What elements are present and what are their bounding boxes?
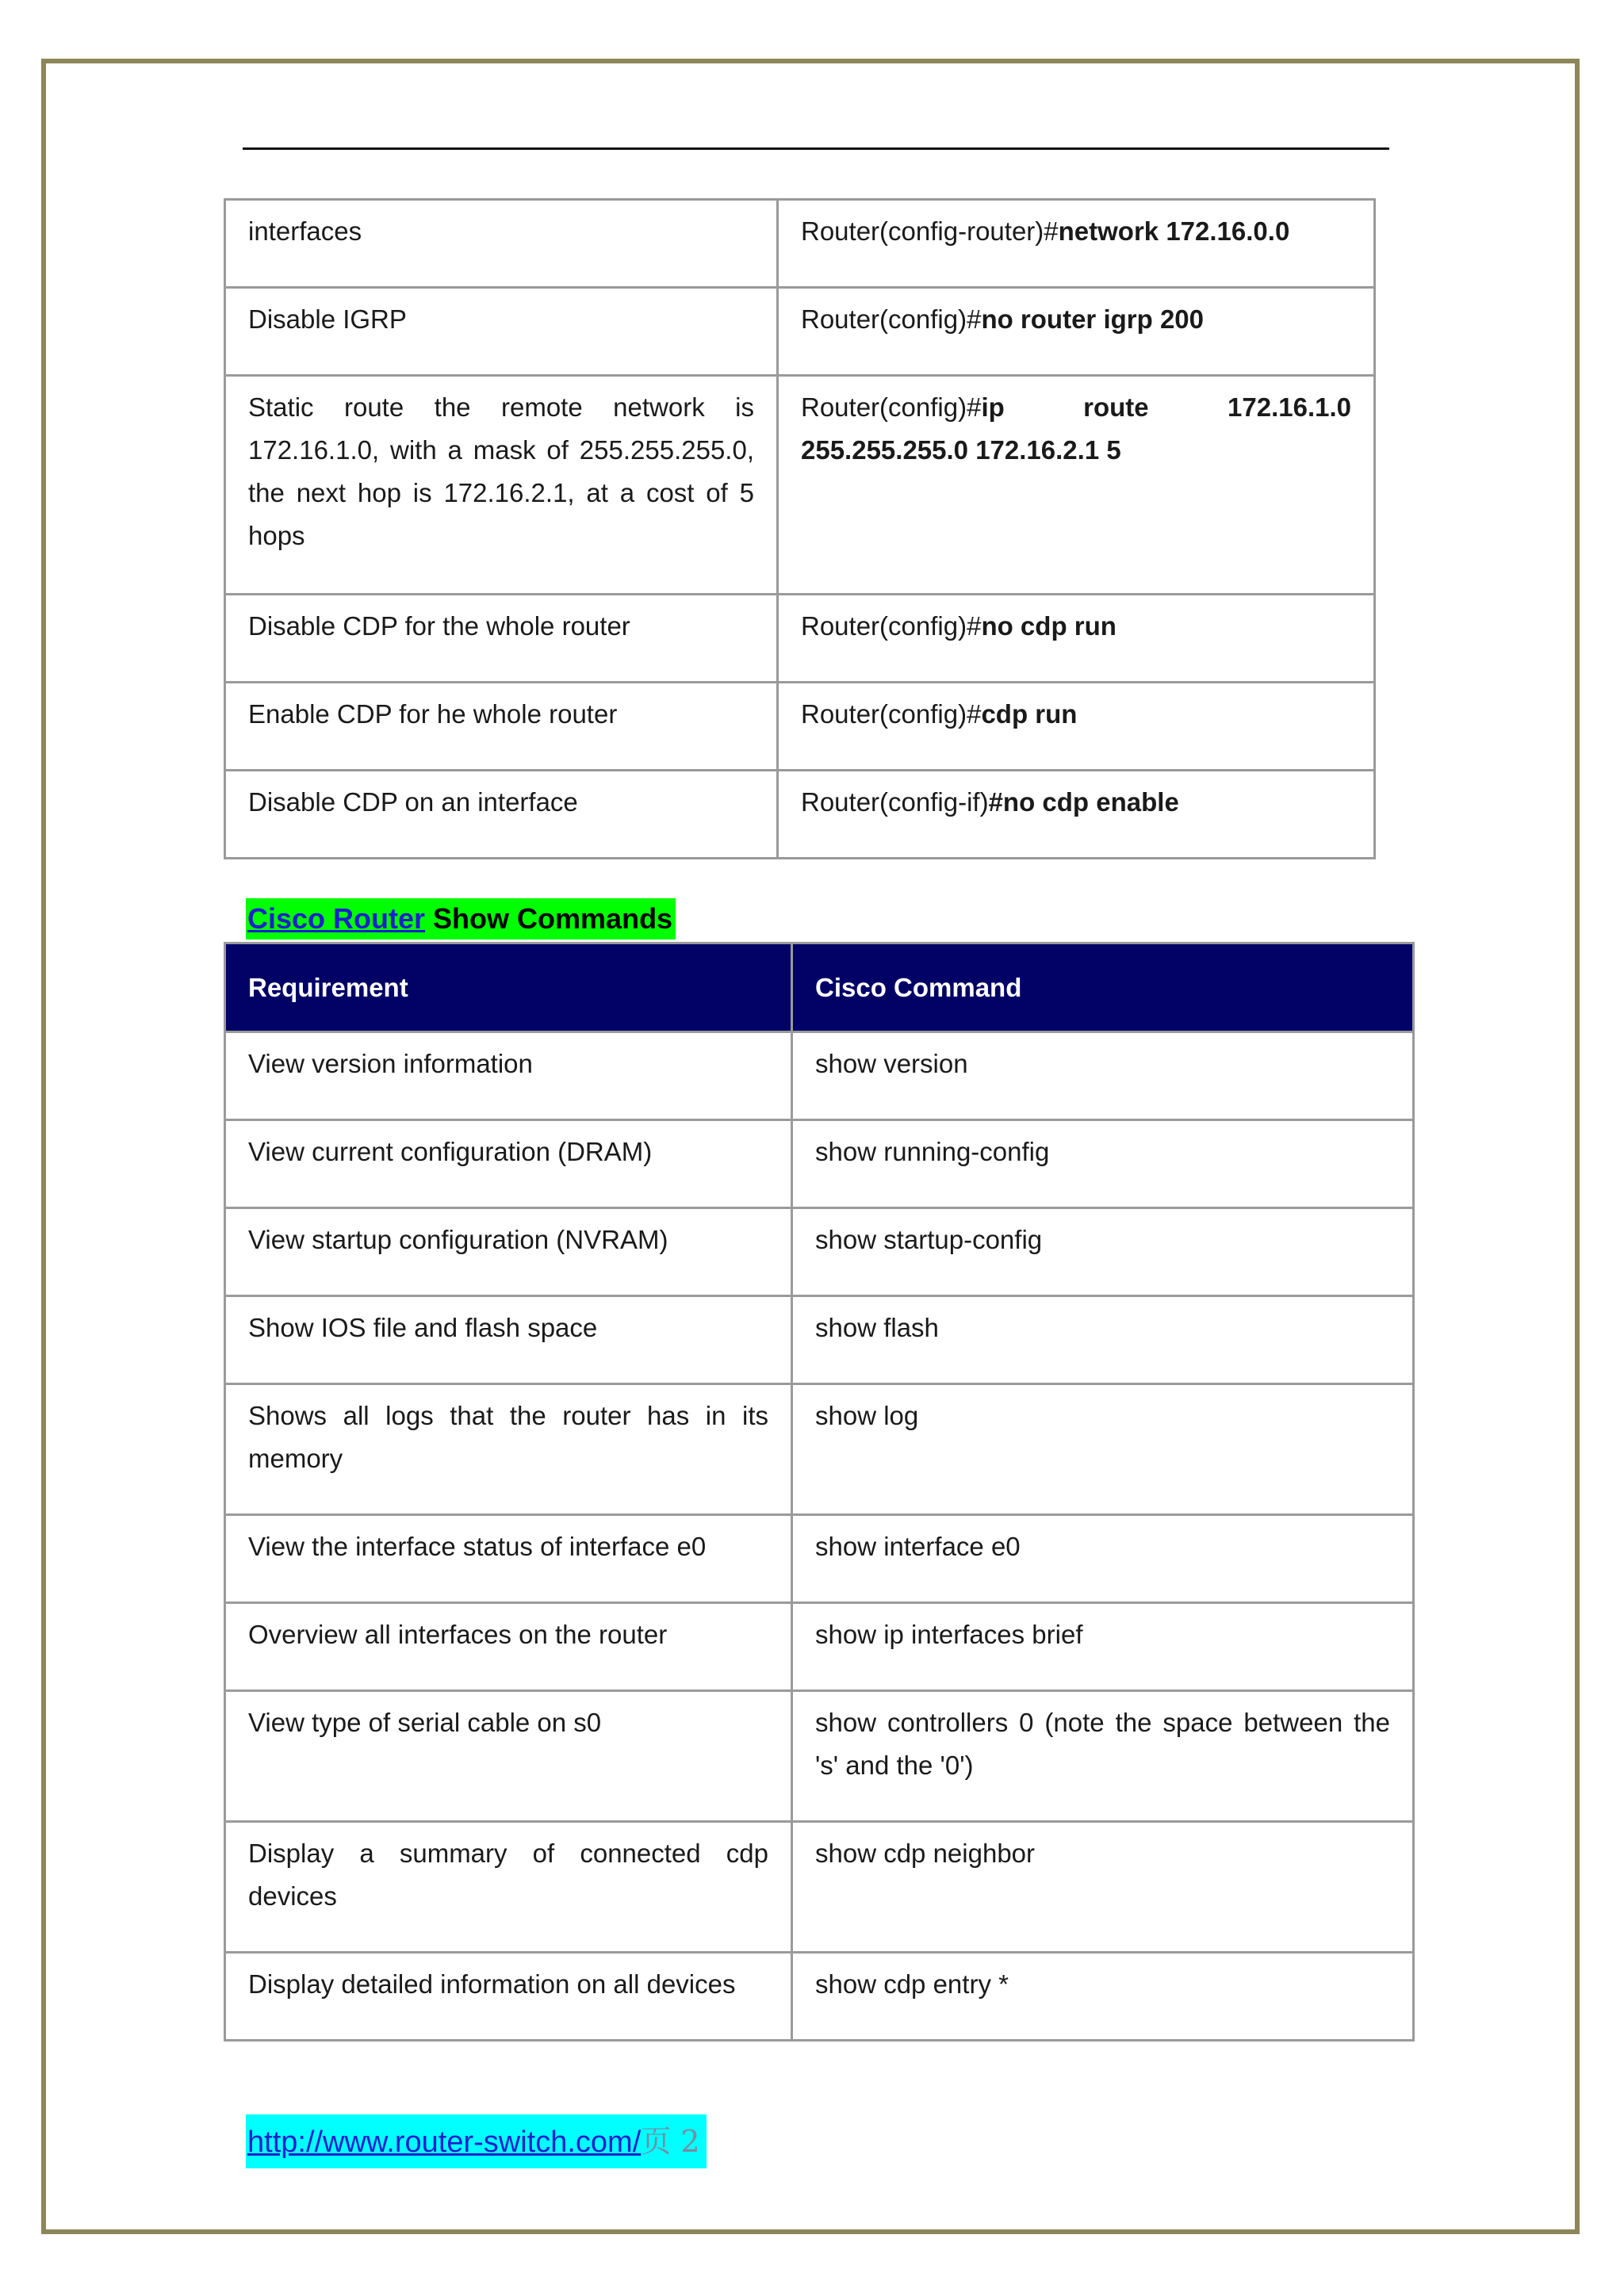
requirement-text: interfaces — [248, 216, 362, 246]
requirement-text: Display a summary of connected cdp devices — [248, 1839, 768, 1911]
config-commands-table — [224, 198, 1376, 859]
requirement-cell — [225, 1032, 792, 1120]
command-cell — [778, 595, 1375, 683]
table-row — [225, 1032, 1414, 1120]
command-prefix: Router(config)# — [801, 699, 982, 729]
requirement-text: Enable CDP for he whole router — [248, 699, 618, 729]
table-row — [225, 1515, 1414, 1603]
command-text: show version — [815, 1049, 968, 1078]
command-text — [801, 771, 1351, 824]
command-text: show flash — [815, 1313, 939, 1342]
command-prefix: Router(config-router)# — [801, 216, 1059, 246]
command-cell — [778, 683, 1375, 771]
table-row — [225, 1603, 1414, 1691]
requirement-text: Display detailed information on all devices — [248, 1969, 736, 1999]
command-text — [801, 683, 1351, 736]
table-row — [225, 1120, 1414, 1208]
requirement-text: Static route the remote network is 172.16.1.0, with a mask of 255.255.255.0, the next hop is 172.16.2.1, at a cost of 5 hops — [248, 392, 754, 550]
table-row — [225, 288, 1375, 376]
requirement-text: Disable CDP on an interface — [248, 787, 578, 817]
requirement-cell — [225, 1603, 792, 1691]
requirement-cell — [225, 376, 778, 595]
command-bold: cdp run — [981, 699, 1078, 729]
table-row — [225, 1822, 1414, 1953]
command-cell — [792, 1384, 1414, 1515]
requirement-text: View the interface status of interface e0 — [248, 1532, 707, 1561]
command-bold: network 172.16.0.0 — [1058, 216, 1290, 246]
command-cell — [778, 288, 1375, 376]
command-text: show startup-config — [815, 1225, 1043, 1254]
command-text: show cdp entry * — [815, 1969, 1009, 1999]
command-prefix: Router(config-if) — [801, 787, 989, 817]
command-text: show running-config — [815, 1137, 1050, 1166]
requirement-cell — [225, 1208, 792, 1296]
header-requirement-text: Requirement — [248, 973, 408, 1002]
requirement-cell — [225, 200, 778, 288]
command-text: show log — [815, 1401, 919, 1430]
table-row — [225, 200, 1375, 288]
command-text: show ip interfaces brief — [815, 1620, 1083, 1649]
command-cell — [778, 771, 1375, 859]
table-header-row — [225, 943, 1414, 1032]
requirement-cell — [225, 1691, 792, 1822]
section-heading-text: Show Commands — [425, 902, 673, 935]
table-row — [225, 771, 1375, 859]
requirement-text: View type of serial cable on s0 — [248, 1708, 602, 1737]
table-row — [225, 1384, 1414, 1515]
command-cell — [792, 1032, 1414, 1120]
table-row — [225, 1208, 1414, 1296]
page-number: 页 2 — [641, 2124, 700, 2159]
requirement-cell — [225, 771, 778, 859]
requirement-text: Overview all interfaces on the router — [248, 1620, 668, 1649]
requirement-cell — [225, 1515, 792, 1603]
requirement-cell — [225, 288, 778, 376]
table-row — [225, 1691, 1414, 1822]
requirement-cell — [225, 595, 778, 683]
section-heading — [246, 898, 676, 939]
requirement-cell — [225, 1120, 792, 1208]
command-prefix: Router(config)# — [801, 392, 982, 422]
command-prefix: Router(config)# — [801, 304, 982, 334]
requirement-cell — [225, 1822, 792, 1953]
table-row — [225, 595, 1375, 683]
table-row — [225, 683, 1375, 771]
command-bold: no cdp run — [981, 611, 1116, 641]
command-text — [801, 201, 1351, 253]
command-cell — [792, 1603, 1414, 1691]
table-row — [225, 1953, 1414, 2041]
header-rule — [243, 147, 1389, 150]
footer — [246, 2114, 707, 2168]
command-cell — [778, 200, 1375, 288]
command-cell — [792, 1822, 1414, 1953]
requirement-cell — [225, 1384, 792, 1515]
requirement-cell — [225, 1953, 792, 2041]
command-cell — [792, 1953, 1414, 2041]
table-row — [225, 1296, 1414, 1384]
command-text — [801, 289, 1351, 341]
command-text: show controllers 0 (note the space between the 's' and the '0') — [815, 1708, 1390, 1780]
show-commands-table — [224, 942, 1415, 2042]
requirement-cell — [225, 1296, 792, 1384]
requirement-text: View version information — [248, 1049, 533, 1078]
footer-url-link[interactable]: http://www.router-switch.com/ — [247, 2126, 642, 2159]
header-command — [792, 943, 1414, 1032]
command-text: show interface e0 — [815, 1532, 1021, 1561]
command-cell — [792, 1208, 1414, 1296]
command-cell — [792, 1691, 1414, 1822]
requirement-text: Disable CDP for the whole router — [248, 611, 630, 641]
requirement-text: View startup configuration (NVRAM) — [248, 1225, 668, 1254]
requirement-text: Disable IGRP — [248, 304, 407, 334]
requirement-text: Shows all logs that the router has in its memory — [248, 1401, 768, 1473]
requirement-text: Show IOS file and flash space — [248, 1313, 598, 1342]
command-bold: no router igrp 200 — [981, 304, 1205, 334]
command-cell — [792, 1120, 1414, 1208]
requirement-text: View current configuration (DRAM) — [248, 1137, 653, 1166]
table-row — [225, 376, 1375, 595]
requirement-cell — [225, 683, 778, 771]
command-bold: ip route 172.16.1.0 255.255.255.0 172.16.2.1 5 — [801, 392, 1351, 465]
command-cell — [792, 1515, 1414, 1603]
command-text — [801, 377, 1351, 472]
command-cell — [778, 376, 1375, 595]
header-command-text: Cisco Command — [815, 973, 1022, 1002]
command-bold: #no cdp enable — [988, 787, 1179, 817]
cisco-router-link[interactable]: Cisco Router — [247, 902, 426, 935]
command-text: show cdp neighbor — [815, 1839, 1036, 1868]
command-prefix: Router(config)# — [801, 611, 982, 641]
command-cell — [792, 1296, 1414, 1384]
command-text — [801, 595, 1351, 648]
header-requirement — [225, 943, 792, 1032]
